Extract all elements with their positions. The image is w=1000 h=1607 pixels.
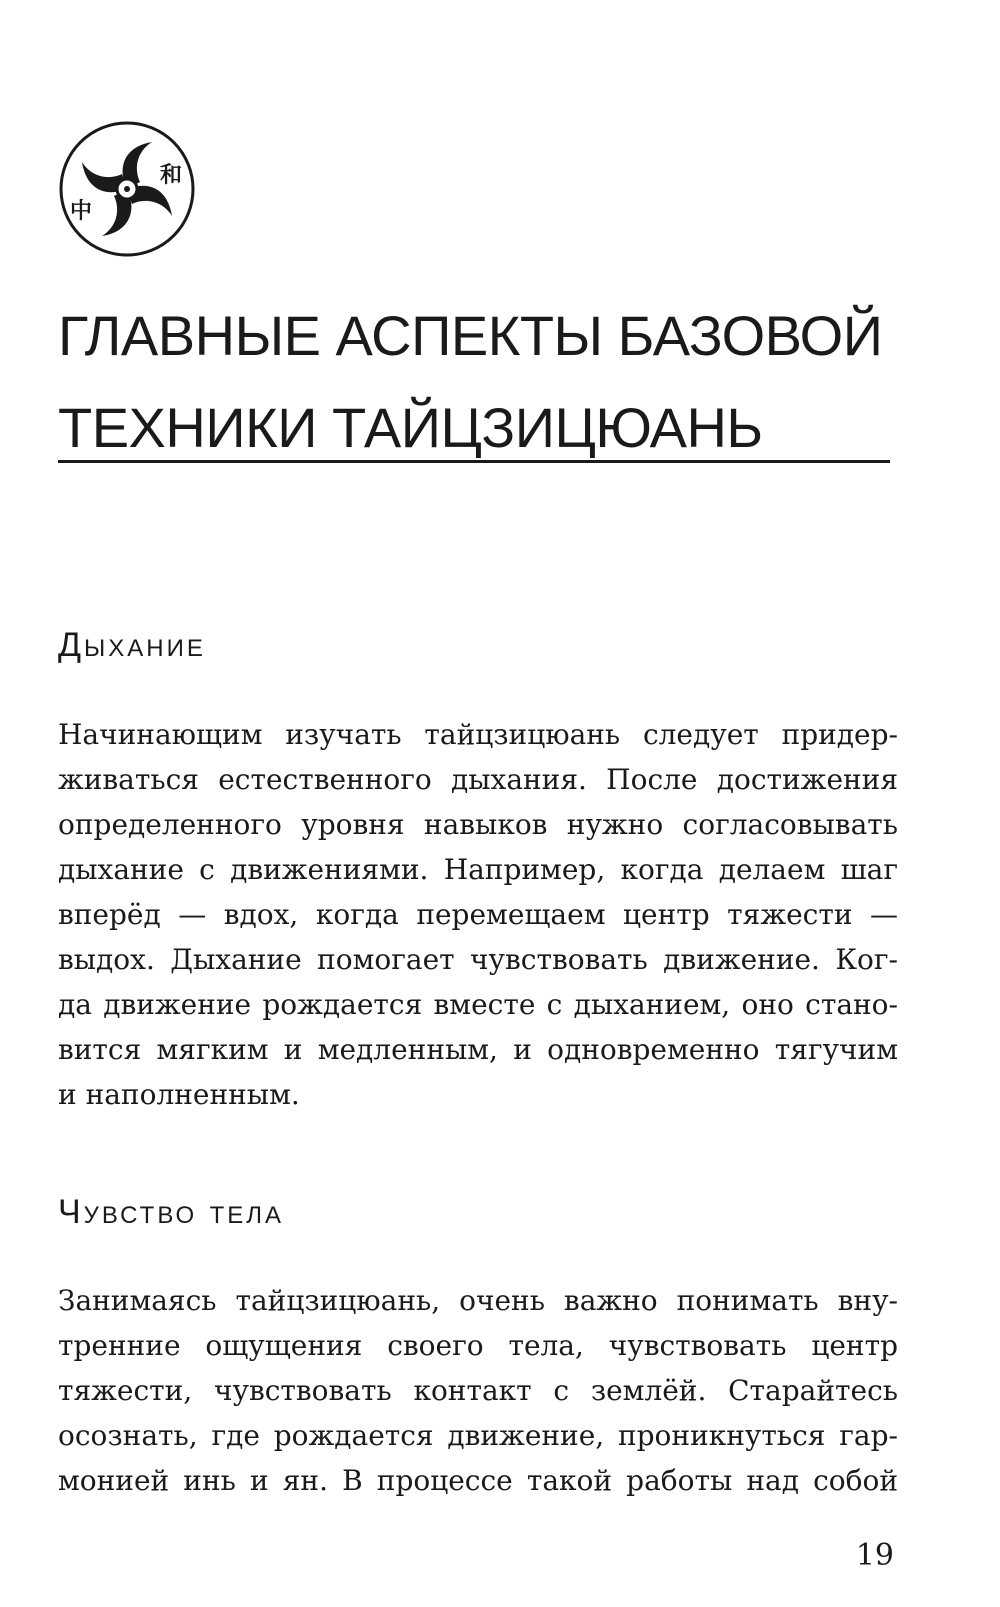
text-line: вится мягким и медленным, и одновременно тягучим	[58, 1033, 898, 1066]
page-number: 19	[855, 1538, 894, 1573]
section-heading-breathing: Дыхание	[58, 626, 206, 664]
chapter-title	[58, 290, 898, 474]
text-line: тяжести, чувствовать контакт с землёй. Старайтесь	[58, 1374, 898, 1407]
text-line: и наполненным.	[58, 1078, 300, 1111]
chapter-title-line-2: ТЕХНИКИ ТАЙЦЗИЦЮАНЬ	[58, 396, 763, 459]
emblem-glyph-left: 中	[70, 199, 93, 224]
text-line: да движение рождается вместе с дыханием, оно стано-	[58, 988, 898, 1021]
text-line: монией инь и ян. В процессе такой работы над собой	[58, 1464, 898, 1497]
text-line: вперёд — вдох, когда перемещаем центр тяжести —	[58, 898, 898, 931]
paragraph-breathing	[58, 712, 898, 1117]
emblem-glyph-right: 和	[160, 163, 183, 188]
chapter-title-line-1: ГЛАВНЫЕ АСПЕКТЫ БАЗОВОЙ	[58, 304, 883, 367]
text-line: Занимаясь тайцзицюань, очень важно понимать вну-	[58, 1284, 898, 1317]
text-line: живаться естественного дыхания. После достижения	[58, 763, 898, 796]
text-line: осознать, где рождается движение, проникнуться гар-	[58, 1419, 898, 1452]
text-line: дыхание с движениями. Например, когда делаем шаг	[58, 853, 898, 886]
text-line: выдох. Дыхание помогает чувствовать движение. Ког-	[58, 943, 898, 976]
taiji-swirl-emblem-icon	[56, 118, 198, 260]
paragraph-body-sense	[58, 1278, 898, 1503]
section-heading-body-sense: Чувство тела	[58, 1193, 285, 1231]
text-line: Начинающим изучать тайцзицюань следует придер-	[58, 718, 898, 751]
text-line: тренние ощущения своего тела, чувствовать центр	[58, 1329, 898, 1362]
title-underline	[58, 460, 890, 463]
text-line: определенного уровня навыков нужно согласовывать	[58, 808, 898, 841]
